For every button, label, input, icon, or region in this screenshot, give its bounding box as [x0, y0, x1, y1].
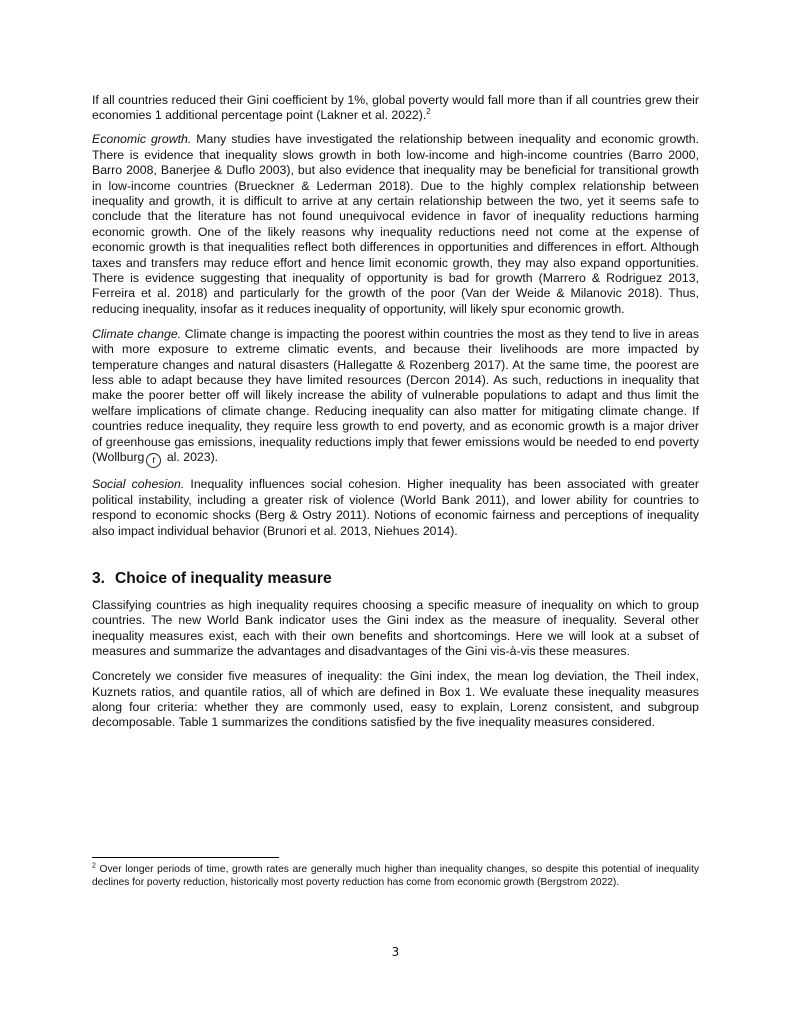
paragraph-climate-change-text: Climate change is impacting the poorest within countries the most as they tend to live in areas with more exposure to extreme climatic events, and because their livelihoods are more impacted by temperature changes and natural disasters (Hallegatte & Rozenberg 2017). At the same time, the poorest are less able to adapt because they have limited resources (Dercon 2014). As such, reductions in inequality that make the poorer better off will likely increase the ability of vulnerable populations to adapt and thus limit the welfare implications of climate change. Reducing inequality can also matter for mitigating climate change. If countries reduce inequality, they require less growth to end poverty, and as economic growth is a major driver of greenhouse gas emissions, inequality reductions imply that fewer emissions would be needed to end poverty (Wollburg: [92, 326, 699, 464]
page-number: 3: [391, 945, 400, 959]
paragraph-intro-text: If all countries reduced their Gini coefficient by 1%, global poverty would fall more than if all countries grew their economies 1 additional percentage point (Lakner et al. 2022).: [92, 93, 699, 123]
footnote: [92, 863, 699, 889]
page-body: [92, 93, 699, 740]
paragraph-climate-change: [92, 327, 699, 468]
footnote-text: Over longer periods of time, growth rates are generally much higher than inequality changes, so despite this potential of inequality declines for poverty reduction, historically most poverty reduction has come from economic growth (Bergstrom 2022).: [92, 864, 699, 889]
paragraph-lead-climate-change: Climate change.: [92, 326, 182, 341]
paragraph-climate-change-tail: al. 2023).: [163, 449, 219, 464]
paragraph-economic-growth: [92, 132, 699, 317]
section-title: Choice of inequality measure: [115, 570, 332, 588]
footnote-divider: [92, 857, 279, 858]
footnote-ref[interactable]: 2: [426, 107, 431, 117]
section-heading: [92, 570, 699, 588]
paragraph-lead-economic-growth: Economic growth.: [92, 132, 192, 147]
paragraph-measures: Concretely we consider five measures of inequality: the Gini index, the mean log deviation, the Theil index, Kuznets ratios, and quantile ratios, all of which are defined in Box 1. We evaluate these inequality measures along four criteria: whether they are commonly used, easy to explain, Lorenz consistent, and subgroup decomposable. Table 1 summarizes the conditions satisfied by the five inequality measures considered.: [92, 669, 699, 730]
section-number: 3.: [92, 570, 106, 588]
paragraph-intro: [92, 93, 699, 124]
paragraph-social-cohesion: [92, 477, 699, 539]
paragraph-choice: Classifying countries as high inequality requires choosing a specific measure of inequality on which to group countries. The new World Bank indicator uses the Gini index as the measure of inequality. Several other inequality measures exist, each with their own benefits and shortcomings. Here we will look at a subset of measures and summarize the advantages and disadvantages of the Gini vis-à-vis these measures.: [92, 598, 699, 659]
paragraph-social-cohesion-text: Inequality influences social cohesion. Higher inequality has been associated with greater political instability, including a greater risk of violence (World Bank 2011), and lower ability for countries to respond to economic shocks (Berg & Ostry 2011). Notions of economic fairness and perceptions of inequality also impact individual behavior (Brunori et al. 2013, Niehues 2014).: [92, 477, 699, 538]
paragraph-economic-growth-text: Many studies have investigated the relationship between inequality and economic growth. There is evidence that inequality slows growth in both low-income and high-income countries (Barro 2000, Barro 2008, Banerjee & Duflo 2003), but also evidence that inequality may be beneficial for transitional growth in low-income countries (Brueckner & Lederman 2018). Due to the highly complex relationship between inequality and growth, it is difficult to arrive at any certain relationship between the two, yet it seems safe to conclude that the literature has not found unequivocal evidence in favor of inequality reductions harming economic growth. One of the likely reasons why inequality reductions need not come at the expense of economic growth is that inequalities reflect both differences in opportunities and differences in effort. Although taxes and transfers may reduce effort and hence limit economic growth, they may also expand opportunities. There is evidence suggesting that inequality of opportunity is bad for growth (Marrero & Rodriguez 2013, Ferreira et al. 2018) and particularly for the growth of the poor (Van der Weide & Milanovic 2018). Thus, reducing inequality, insofar as it reduces inequality of opportunity, will likely spur economic growth.: [92, 132, 700, 316]
circled-mark-icon: r: [146, 453, 161, 468]
footnote-number: 2: [92, 862, 96, 870]
paragraph-lead-social-cohesion: Social cohesion.: [92, 477, 185, 492]
